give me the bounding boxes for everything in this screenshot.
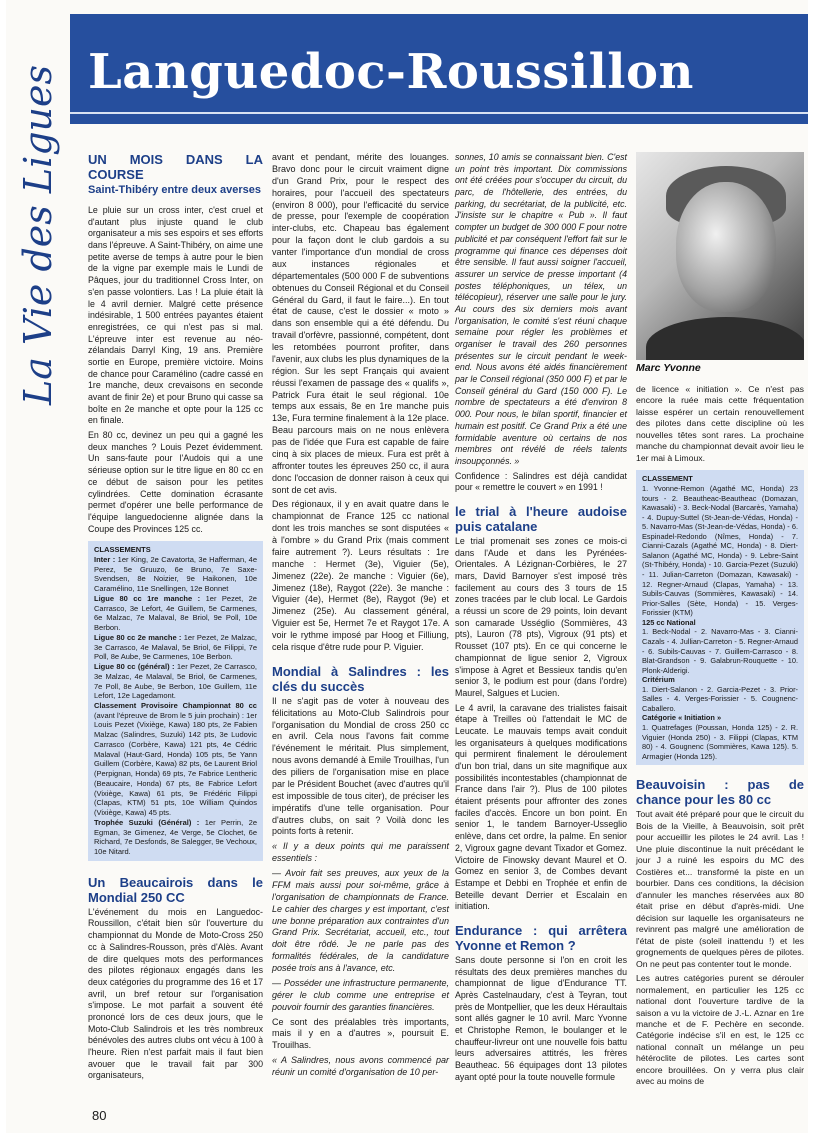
- column-3: [455, 152, 627, 1087]
- article-paragraph: avant et pendant, mérite des louanges. Bravo donc pour le circuit vraiment digne d'un Grand Prix, pour le respect des horaires, pour l'accueil des spectateurs (environ 8 000), pour l'efficacité du service de presse, pour l'exemple de coopération inter-clubs, etc. Chapeau bas également pour la façon dont le club gardois a su vanter l'importance d'un mondial de cross aux instances régionales et départementales (500 000 F de subventions obtenues du Conseil Régional et du Conseil Général du Gard, il faut le faire...). En tout état de cause, c'est le dossier « moto » dans son ensemble qui a été défendu. Du travail d'orfèvre, passionné, compétent, dont les retombées pourront profiter, dans l'avenir, aux clubs les plus dynamiques de la région. Sur les sept Français qui avaient réussi l'examen de passage des « qualifs », Patrick Fura était le seul régional. 10e temps aux essais, 8e en 1re manche puis 13e, Fura termine finalement à la 12e place. Beau parcours mais on ne nous enlèvera pas de l'idée que Fura est capable de faire cinq à six places de mieux. Fura est prêt à affronter toutes les épreuves 250 cc, il aura donc l'occasion de donner raison à ceux qui sont de cet avis.: [272, 152, 449, 495]
- article-paragraph: Le pluie sur un cross inter, c'est cruel et d'autant plus injuste quand le club organisateur a mis ses espoirs et ses efforts dans l'épreuve. A Saint-Thibéry, on aime une petite averse de temps à autre pour le bien de la vigne par exemple mais le Lundi de Pâques, jour du traditionnel Cross Inter, on s'en passe volontiers. Las ! La pluie était là le 4 avril dernier. Malgré cette présence indésirable, 1 500 entrées payantes étaient enregistrées, ce qui n'est pas si mal. L'épreuve inter est revenue au néo-zélandais Darryl King, 19 ans. Première sortie en Europe, première victoire. Moins de chance pour Caramélino (cadre cassé en 1re manche, deux crevaisons en seconde avant de finir 2e) et pour Bruno qui casse sa boîte en 2e manche et opte pour la 125 cc en finale.: [88, 205, 263, 426]
- results-subheading: Trophée Suzuki (Général) :: [94, 817, 200, 827]
- article-paragraph: En 80 cc, devinez un peu qui a gagné les deux manches ? Louis Pezet évidemment. Un sans-faute pour l'Audois qui a une sérieuse option sur le titre ligue en 80 cc en ce début de saison pour les petites cylindrées. Cette domination écrasante permet d'opérer une belle performance de l'équipe languedocienne alignée dans la Coupe des Provinces 125 cc.: [88, 430, 263, 534]
- article-paragraph: Des régionaux, il y en avait quatre dans le championnat de France 125 cc national dont les trois manches se sont disputées « à l'ombre » du Grand Prix (mais comment faire autrement ?). Leurs résultats : 1re manche : Hermet (3e), Viguier (5e), Jimenez (22e). 2e manche : Viguier (6e), Jimenez (18e), Raygot (22e). 3e manche : Viguier (4e), Hermet (8e), Raygot (9e) et Jimenez (25e). Au classement général, Viguier est 5e, Hermet 7e et Raygot 17e. A voir le rythme imposé par Hoog et Filliung, cela risque d'être rude pour P. Viguier.: [272, 499, 449, 652]
- column-2: [272, 152, 449, 1082]
- results-heading: CLASSEMENT: [642, 474, 693, 484]
- article-paragraph: « A Salindres, nous avons commencé par réunir un comité d'organisation de 10 per-: [272, 1055, 449, 1077]
- article-paragraph: « Il y a deux points qui me paraissent essentiels :: [272, 841, 449, 864]
- article-paragraph: Confidence : Salindres est déjà candidat pour « remettre le couvert » en 1991 !: [455, 470, 627, 493]
- column-4: [636, 384, 804, 1091]
- results-text: 1er Pezet, 2e Malzac, 3e Carrasco, 4e Malaval, 5e Briol, 6e Filippi, 7e Poll, 8e Aube, 9e Carmenes, 10e Berbon.: [94, 632, 258, 662]
- results-text: 1er Perrin, 2e Egman, 3e Gimenez, 4e Verge, 5e Clochet, 6e Richard, 7e Desfonds, 8e Salegger, 9e Vechoux, 10e Nitard.: [94, 817, 257, 857]
- results-subheading: Critérium: [642, 675, 675, 685]
- results-text: 1. Beck-Nodal - 2. Navarro-Mas - 3. Cianni-Cazals - 4. Jullian-Carreton - 5. Regner-Arnaud - 6. Subils-Cauvas - 7. Guillem-Carrasco - 8. Blat-Grandson - 9. Galabrun-Rouquette - 10. Plonk-Alderigi.: [642, 627, 798, 675]
- results-subheading: Ligue 80 cc 1re manche :: [94, 593, 201, 603]
- results-subheading: Ligue 80 cc (général) :: [94, 662, 175, 672]
- page-title: Languedoc-Roussillon: [88, 44, 694, 100]
- article-title: Un Beaucairois dans le Mondial 250 CC: [88, 874, 263, 905]
- results-text: 1er Pezet, 2e Carrasco, 3e Lefort, 4e Guillem, 5e Carmenes, 6e Malzac, 7e Malaval, 8e Briol, 9e Poll, 10e Berbon.: [94, 593, 257, 633]
- column-1: [88, 152, 263, 1085]
- results-subheading: Catégorie « Initiation »: [642, 713, 722, 723]
- photo-caption: Marc Yvonne: [636, 362, 701, 374]
- article-paragraph: de licence « initiation ». Ce n'est pas encore la ruée mais cette fréquentation laisse espérer un certain renouvellement des pilotes dans cette discipline où les nouvelles têtes sont rares. La prochaine manche du championnat devait avoir lieu le 1er mai à Limoux.: [636, 384, 804, 463]
- results-text: 1er Pezet, 2e Carrasco, 3e Malzac, 4e Malaval, 5e Briol, 6e Carmenes, 7e Poll, 8e Aube, 9e Berbon, 10e Guillem, 11e Lefort, 12e Lagedamont.: [94, 662, 258, 701]
- article-paragraph: — Posséder une infrastructure permanente, gérer le club comme une entreprise et pouvoir fournir des garanties financières.: [272, 977, 449, 1012]
- results-box: [636, 470, 804, 765]
- results-subheading: Classement Provisoire Championnat 80 cc: [94, 701, 257, 710]
- article-paragraph: Sans doute personne si l'on en croit les résultats des deux premières manches du championnat de ligue d'Endurance TT. Après Castelnaudary, c'est à Teyran, tout près de Montpellier, que les deux Héraultais sont allés gagner le 10 avril. Marc Yvonne et Christophe Remon, le boulanger et le chauffeur-livreur ont une nouvelle fois battu leurs adversaires attitrés, les frères Beautheac. 56 équipages dont 13 pilotes ayant opté pour la toute nouvelle formule: [455, 954, 627, 1082]
- article-subtitle: Saint-Thibéry entre deux averses: [88, 184, 262, 196]
- article-title: le trial à l'heure audoise puis catalane: [455, 503, 627, 534]
- section-label: [8, 30, 68, 450]
- article-paragraph: — Avoir fait ses preuves, aux yeux de la FFM mais aussi pour soi-même, grâce à l'organisation de championnats de France. Le cahier des charges y est important, c'est une bonne préparation aux contraintes d'un Grand Prix. Secrétariat, accueil, etc., tout doit être rôdé. Je ne parle pas des formalités fédérales, de la candidature posée trois ans à l'avance, etc.: [272, 868, 449, 973]
- article-paragraph: Tout avait été préparé pour que le circuit du Bois de la Vieille, à Beauvoisin, soit prêt pour accueillir les pilotes le 24 avril. Las ! Une pluie discontinue la nuit précédant le jour J a ruiné les espoirs du MC des Costières et... transformé la piste en un bourbier. Dans ces conditions, la décision d'annuler les manches réservées aux 80 était prise en début d'après-midi. Une décision sur laquelle les organisateurs ne revinrent pas malgré une amélioration de l'état de piste (soleil inattendu !) et les grognements de quelques pères de pilotes. On ne peut pas contenter tout le monde.: [636, 809, 804, 969]
- banner-divider: [70, 112, 808, 114]
- article-paragraph: sonnes, 10 amis se connaissant bien. C'est un point très important. Dix commissions ont été créées pour s'occuper du circuit, du parc, de l'hôtellerie, des entrées, du parking, du secrétariat, de la publicité, etc. J'insiste sur le chapitre « Pub ». Il faut compter un budget de 300 000 F pour notre publicité et par conséquent l'effort fait sur le programme qui finance ces dépenses doit être sensible. Il faut aussi soigner l'accueil, assurer un service de presse important (4 postes téléphoniques, un télex, un télécopieur), réserver une salle pour le jury. Au cours des six derniers mois avant l'organisation, le comité s'est réuni chaque semaine pour régler les problèmes et organiser le travail des 260 personnes présentes sur le circuit pendant le week-end. Nous avons été aidés financièrement par le Conseil régional (350 000 F) et par le Conseil général du Gard (150 000 F). Le nombre de spectateurs a été d'environ 8 000. Pour nous, le bilan sportif, financier et humain est positif. Ce Grand Prix a été une formidable aventure où certains de nos membres ont révélé de réels talents insoupçonnés. »: [455, 152, 627, 466]
- article-paragraph: Le trial promenait ses zones ce mois-ci dans l'Aude et dans les Pyrénées-Orientales. A Lézignan-Corbières, le 27 mars, David Barnoyer s'est imposé très facilement au cours des 3 tours de 15 zones tracées par le club local. Le Gardois a réussi un score de 29 points, loin devant son camarade Usséglio (Sommières, 43 pts), Lauron (78 pts), Vigroux (91 pts) et Rousset (107 pts). En ce qui concerne le championnat de ligue senior 2, Vigroux s'impose à Agret et Bessieux tandis qu'en senior 3, le podium est pour (dans l'ordre) Maurel, Salgues et Lucien.: [455, 535, 627, 698]
- portrait-photo: [636, 152, 804, 360]
- article-paragraph: Le 4 avril, la caravane des trialistes faisait étape à Treilles où l'attendait le MC de Leucate. Le mauvais temps avait conduit les organisateurs à quelques modifications qui permirent finalement le déroulement d'un bon trial, dans un site magnifique aux possibilités incontestables (championnat de France dans l'air ?). Plus de 100 pilotes étaient présents pour affronter des zones faciles d'accès. Encore un bon point. En senior 1, le tandem Barnoyer-Usseglio enlève, dans cet ordre, la palme. En senior 2, Vigroux gagne devant Tixador et Gomez. Victoire de Finowsky devant Maurel et O. Gomez en senior 3, de Combes devant Estampe et Debbi en Trophée et enfin de Beteille devant Derrier et Escalain en initiation.: [455, 702, 627, 912]
- article-paragraph: Les autres catégories purent se dérouler normalement, en particulier les 125 cc national dont l'ouverture tardive de la saison a vu la victoire de J.-L. Aznar en 1re manche et de F. Pechère en seconde. Catégorie indécise s'il en est, le 125 cc national connaît un mélange un peu hétéroclite de pilotes. Les cartes sont encore brouillées. On y verra plus clair avec au moins de: [636, 973, 804, 1087]
- article-title: Mondial à Salindres : les clés du succès: [272, 663, 449, 694]
- results-subheading: Inter :: [94, 554, 116, 564]
- article-title: Beauvoisin : pas de chance pour les 80 cc: [636, 777, 804, 808]
- results-text: 1. Diert-Salanon - 2. Garcia-Pezet - 3. Prior-Salles - 4. Verges-Forissier - 5. Cougnenc-Caballero.: [642, 684, 798, 713]
- article-title: Endurance : qui arrêtera Yvonne et Remon ?: [455, 922, 627, 953]
- results-text: 1. Quatrefages (Poussan, Honda 125) - 2. R. Viguier (Honda 250) - 3. Filippi (Clapas, KTM 80) - 4. Gougnenc (Sommières, Kawa 125). 5. Armagier (Honda 125).: [642, 723, 798, 761]
- article-paragraph: L'événement du mois en Languedoc-Roussillon, c'était bien sûr l'ouverture du championnat du Monde de Moto-Cross 250 cc à Salindres-Rousson, près d'Alès. Avant de dire quelques mots des performances des pilotes régionaux engagés dans les deux catégories du programme des 16 et 17 avril, un bref retour sur l'organisation s'impose. Le mot parfait a souvent été prononcé lors de ces deux jours, que le Moto-Club Salindrois et les très nombreux bénévoles des autres clubs ont vécu à 100 à l'heure. Rien n'est parfait mais il faut bien avouer que le travail fait par 300 organisateurs,: [88, 906, 263, 1081]
- results-subheading: 125 cc National: [642, 617, 696, 627]
- results-text: 1. Yvonne-Remon (Agathé MC, Honda) 23 tours - 2. Beautheac-Beautheac (Domazan, Kawasaki) - 3. Beck-Nodal (Barcarès, Yamaha) - 4. Dupuy-Suttel (St-Jean-de-Védas, Honda) - 5. Navarro-Mas (St-Jean-de-Védas, Honda) - 6. Espinadel-Redondo (Nîmes, Honda) - 7. Cianni-Cazals (Agathé MC, Honda) - 8. Diert-Salanon (Agathé MC, Honda) - 9. Lebre-Saint (St-Thibéry, Honda) - 10. Garcia-Pezet (Suzuki) - 11. Julian-Carreton (Domazan, Kawasaki) - 12. Regner-Arnaud (Clapas, Yamaha) - 13. Subils-Cauvas (Sommières, Kawasaki) - 14. Prior-Salles (Sète, Honda) - 15. Verges-Forissier (KTM): [642, 483, 798, 618]
- article-title: UN MOIS DANS LA COURSE: [88, 152, 263, 182]
- results-subheading: Ligue 80 cc 2e manche :: [94, 632, 182, 642]
- page-number: 80: [92, 1108, 107, 1123]
- article-paragraph: Il ne s'agit pas de voter à nouveau des félicitations au Moto-Club Salindrois pour l'organisation du Mondial de cross 250 cc en avril. Cela nous l'avons fait comme l'événement le méritait. Plus simplement, nous avons demandé à Emile Trouilhas, l'un des piliers de l'organisation mise en place par le Président Bouchet (avec d'autres qu'il est impossible de tous citer), de préciser les impératifs d'une telle organisation. Pour d'autres clubs, on sait ? Voilà donc les points forts à retenir.: [272, 695, 449, 837]
- section-label-text: La Vie des Ligues: [16, 64, 60, 406]
- results-text: 1er King, 2e Cavatorta, 3e Hafferman, 4e Perez, 5e Gruuzo, 6e Bruno, 7e Saxe-Svendsen, 8e Noizier, 9e Haikonen, 10e Caramélino, 11e Snellingen, 12e Bonnet: [94, 554, 257, 594]
- results-text: (avant l'épreuve de Brom le 5 juin prochain) : 1er Louis Pezet (Vixiège, Kawa) 180 pts, 2e Fabien Malzac (Salindres, Suzuki) 142 pts, 3e Ludovic Carrasco (Corbère, Kawa) 121 pts, 4e Cédric Malaval (Haut-Gard, Honda) 105 pts, 5e Yann Guillem (Corbère, Kawa) 82 pts, 6e Laurent Briol (Perpignan, Honda) 69 pts, 7e Fabrice Lentheric (Beaucaire, Honda) 67 pts, 8e Fabrice Lefort (Vixiège, Kawa) 61 pts, 9e Frédéric Filippi (Clapas, KTM) 51 pts, 10e William Quindos (Vixiège, Kawa) 45 pts.: [94, 710, 257, 818]
- results-heading: CLASSEMENTS: [94, 545, 151, 555]
- article-paragraph: Ce sont des préalables très importants, mais il y en a d'autres », poursuit E. Trouilhas.: [272, 1016, 449, 1051]
- page-banner: [70, 14, 808, 124]
- results-box: [88, 541, 263, 861]
